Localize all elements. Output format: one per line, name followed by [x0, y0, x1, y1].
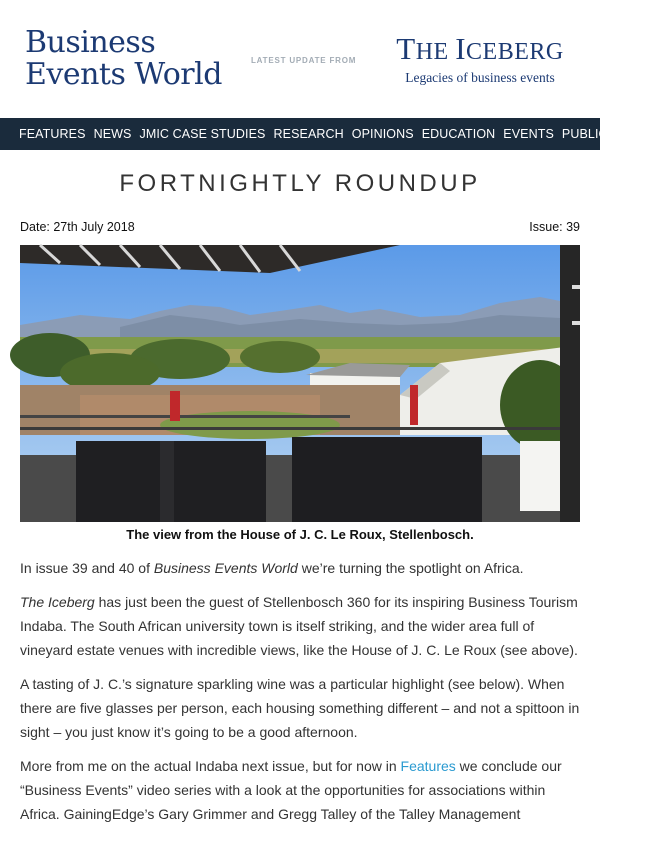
features-link[interactable]: Features: [400, 758, 456, 774]
issue-number: Issue: 39: [529, 220, 580, 234]
logo-line-1: Business: [25, 25, 156, 60]
p1-publication-name: Business Events World: [153, 560, 298, 576]
header: [0, 0, 600, 118]
business-events-world-logo[interactable]: [25, 27, 222, 91]
nav-research[interactable]: RESEARCH: [273, 127, 344, 141]
iceberg-title: THE ICEBERG: [396, 31, 564, 66]
p1-text-end: we’re turning the spotlight on Africa.: [297, 560, 524, 576]
issue-date: Date: 27th July 2018: [20, 220, 135, 234]
paragraph-2: [20, 590, 582, 662]
p4-text: More from me on the actual Indaba next issue, but for now in: [20, 758, 401, 774]
paragraph-3: A tasting of J. C.’s signature sparkling wine was a particular highlight (see below). When there are five glasses per person, each housing something different – and not a spittoon in sight – you just know it’s going to be a good afternoon.: [20, 676, 580, 740]
nav-opinions[interactable]: OPINIONS: [351, 127, 414, 141]
nav-features[interactable]: FEATURES: [19, 127, 86, 141]
latest-update-label: LATEST UPDATE FROM: [251, 56, 357, 65]
p2-text: has just been the guest of Stellenbosch 360 for its inspiring Business Tourism Indaba. The South African university town is itself striking, and the wider area full of vineyard estate venues with incredible views, like the House of J. C. Le Roux (see above).: [20, 594, 578, 658]
nav-publications[interactable]: PUBLICATIONS: [561, 127, 654, 141]
article-body: [20, 556, 582, 836]
feature-photo: [20, 245, 580, 522]
paragraph-4: [20, 754, 582, 826]
nav-events[interactable]: EVENTS: [503, 127, 554, 141]
vineyard-view-image: [20, 245, 580, 522]
page-title: FORTNIGHTLY ROUNDUP: [119, 170, 481, 197]
paragraph-1: [20, 556, 582, 580]
nav-jmic-case-studies[interactable]: JMIC CASE STUDIES: [139, 127, 266, 141]
main-nav: [0, 118, 654, 150]
nav-news[interactable]: NEWS: [93, 127, 132, 141]
photo-caption: The view from the House of J. C. Le Roux, Stellenbosch.: [126, 527, 474, 542]
nav-education[interactable]: EDUCATION: [421, 127, 496, 141]
p1-text: In issue 39 and 40 of: [20, 560, 154, 576]
p4-text-end: we conclude our “Business Events” video series with a look at the opportunities for associations within Africa. GainingEdge’s Gary Grimmer and Gregg Talley of the Talley Management: [20, 758, 562, 822]
p2-publication-name: The Iceberg: [20, 594, 95, 610]
iceberg-logo[interactable]: [385, 31, 575, 86]
iceberg-subtitle: Legacies of business events: [405, 70, 555, 85]
issue-meta: [20, 220, 580, 234]
logo-line-2: Events World: [25, 57, 222, 92]
